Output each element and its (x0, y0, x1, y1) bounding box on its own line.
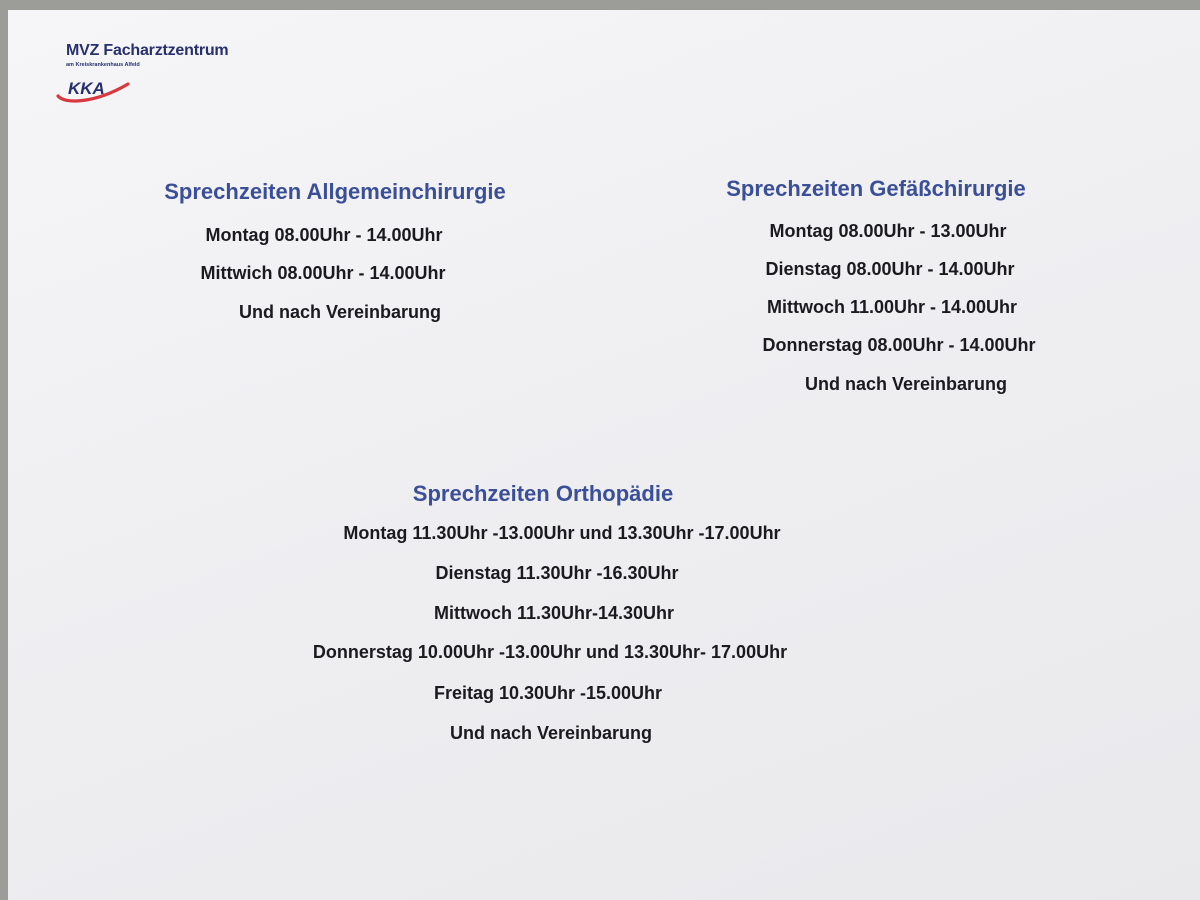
hours-line: Dienstag 11.30Uhr -16.30Uhr (435, 563, 679, 583)
hours-line: Mittwich 08.00Uhr - 14.00Uhr (200, 263, 446, 283)
hours-line: Mittwoch 11.30Uhr-14.30Uhr (433, 603, 675, 623)
logo (54, 40, 294, 115)
appointment-note: Und nach Vereinbarung (804, 374, 1008, 394)
hours-line: Mittwoch 11.00Uhr - 14.00Uhr (766, 297, 1018, 317)
kka-logo-mark (54, 70, 144, 110)
logo-subtitle: am Kreiskrankenhaus Alfeld (66, 62, 140, 68)
hours-line: Dienstag 08.00Uhr - 14.00Uhr (765, 259, 1015, 279)
appointment-note: Und nach Vereinbarung (449, 723, 653, 743)
paper-sheet (8, 10, 1200, 900)
heading-orthopaedie: Sprechzeiten Orthopädie (412, 481, 674, 506)
heading-gefaesschirurgie: Sprechzeiten Gefäßchirurgie (726, 176, 1026, 201)
hours-line: Montag 08.00Uhr - 13.00Uhr (769, 221, 1007, 241)
appointment-note: Und nach Vereinbarung (238, 302, 442, 322)
hours-line: Donnerstag 08.00Uhr - 14.00Uhr (762, 335, 1036, 355)
hours-line: Montag 11.30Uhr -13.00Uhr und 13.30Uhr -17.00Uhr (343, 523, 781, 543)
heading-allgemeinchirurgie: Sprechzeiten Allgemeinchirurgie (164, 179, 506, 204)
logo-title: MVZ Facharztzentrum (66, 42, 229, 59)
hours-line: Montag 08.00Uhr - 14.00Uhr (205, 225, 443, 245)
logo-mark-text: KKA (68, 79, 105, 98)
hours-line: Donnerstag 10.00Uhr -13.00Uhr und 13.30Uhr- 17.00Uhr (312, 642, 788, 662)
hours-line: Freitag 10.30Uhr -15.00Uhr (433, 683, 663, 703)
